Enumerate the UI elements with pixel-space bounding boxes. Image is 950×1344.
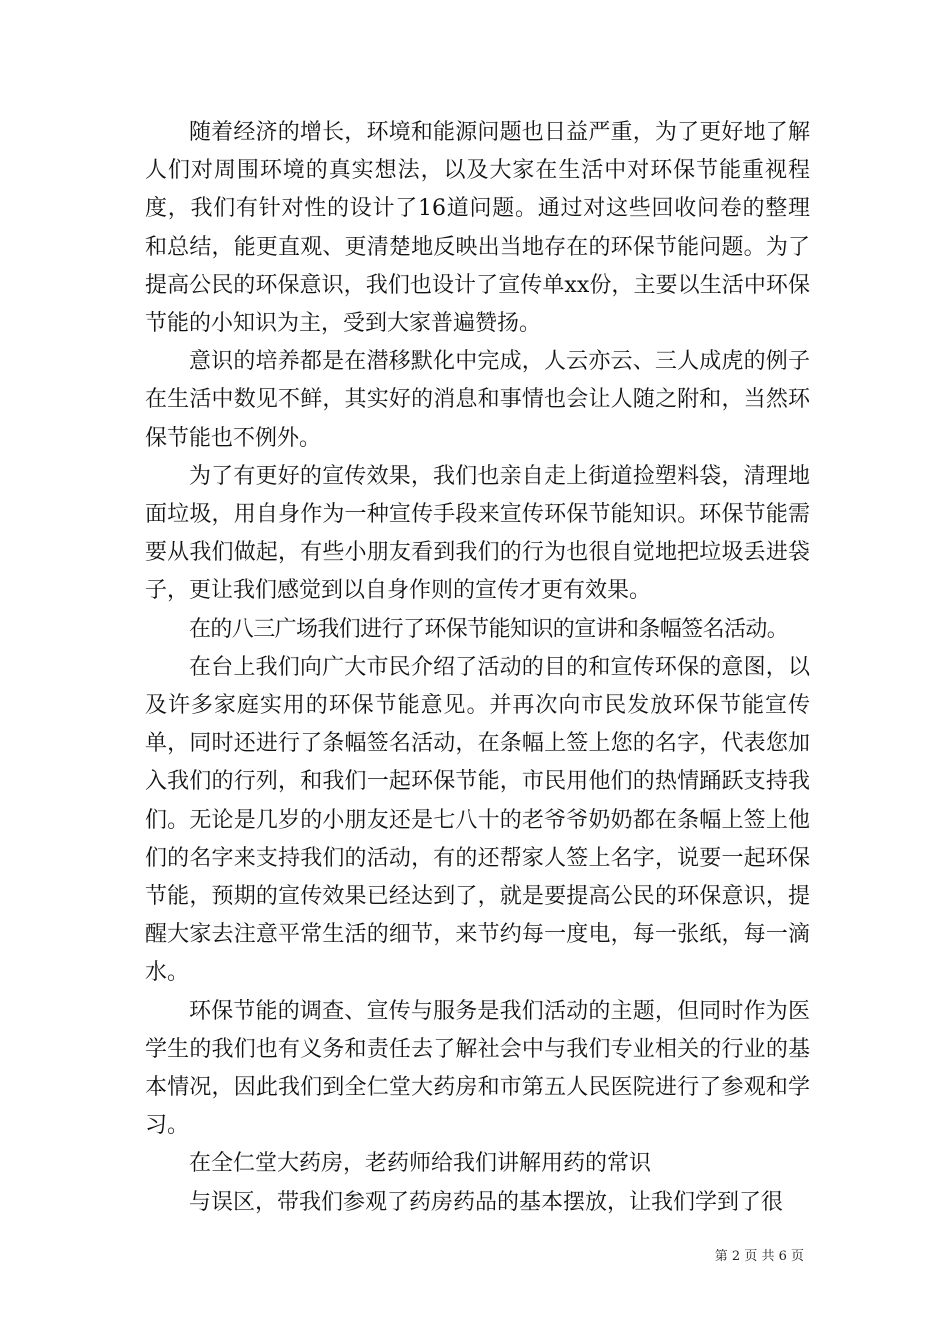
paragraph-misconceptions: 与误区，带我们参观了药房药品的基本摆放，让我们学到了很	[189, 1189, 784, 1215]
paragraph-pharmacy-visit: 环保节能的调查、宣传与服务是我们活动的主题，但同时作为医学生的我们也有义务和责任去了解社会中与我们专业相关的行业的基本情况，因此我们到全仁堂大药房和市第五人民医院进行了参观和学习。	[145, 998, 810, 1139]
paragraph-pharmacist: 在全仁堂大药房，老药师给我们讲解用药的常识	[189, 1151, 652, 1177]
paragraph-awareness: 意识的培养都是在潜移默化中完成，人云亦云、三人成虎的例子在生活中数见不鲜，其实好的消息和事情也会让人随之附和，当然环保节能也不例外。	[145, 349, 810, 451]
paragraph-stage-signing: 在台上我们向广大市民介绍了活动的目的和宣传环保的意图，以及许多家庭实用的环保节能意见。并再次向市民发放环保节能宣传单，同时还进行了条幅签名活动，在条幅上签上您的名字，代表您加入我们的行列，和我们一起环保节能，市民用他们的热情踊跃支持我们。无论是几岁的小朋友还是七八十的老爷爷奶奶都在条幅上签上他们的名字来支持我们的活动，有的还帮家人签上名字，说要一起环保节能，预期的宣传效果已经达到了，就是要提高公民的环保意识，提醒大家去注意平常生活的细节，来节约每一度电，每一张纸，每一滴水。	[145, 654, 810, 986]
paragraph-survey: 随着经济的增长，环境和能源问题也日益严重，为了更好地了解人们对周围环境的真实想法，以及大家在生活中对环保节能重视程度，我们有针对性的设计了16道问题。通过对这些回收问卷的整理和总结，能更直观、更清楚地反映出当地存在的环保节能问题。为了提高公民的环保意识，我们也设计了宣传单xx份，主要以生活中环保节能的小知识为主，受到大家普遍赞扬。	[145, 120, 810, 337]
paragraph-square-event: 在的八三广场我们进行了环保节能知识的宣讲和条幅签名活动。	[189, 616, 789, 642]
document-body	[145, 114, 810, 1222]
page-number-footer: 第 2 页 共 6 页	[714, 1249, 804, 1264]
paragraph-street-cleanup: 为了有更好的宣传效果，我们也亲自走上街道捡塑料袋，清理地面垃圾，用自身作为一种宣传手段来宣传环保节能知识。环保节能需要从我们做起，有些小朋友看到我们的行为也很自觉地把垃圾丢进袋子，更让我们感觉到以自身作则的宣传才更有效果。	[145, 463, 810, 604]
